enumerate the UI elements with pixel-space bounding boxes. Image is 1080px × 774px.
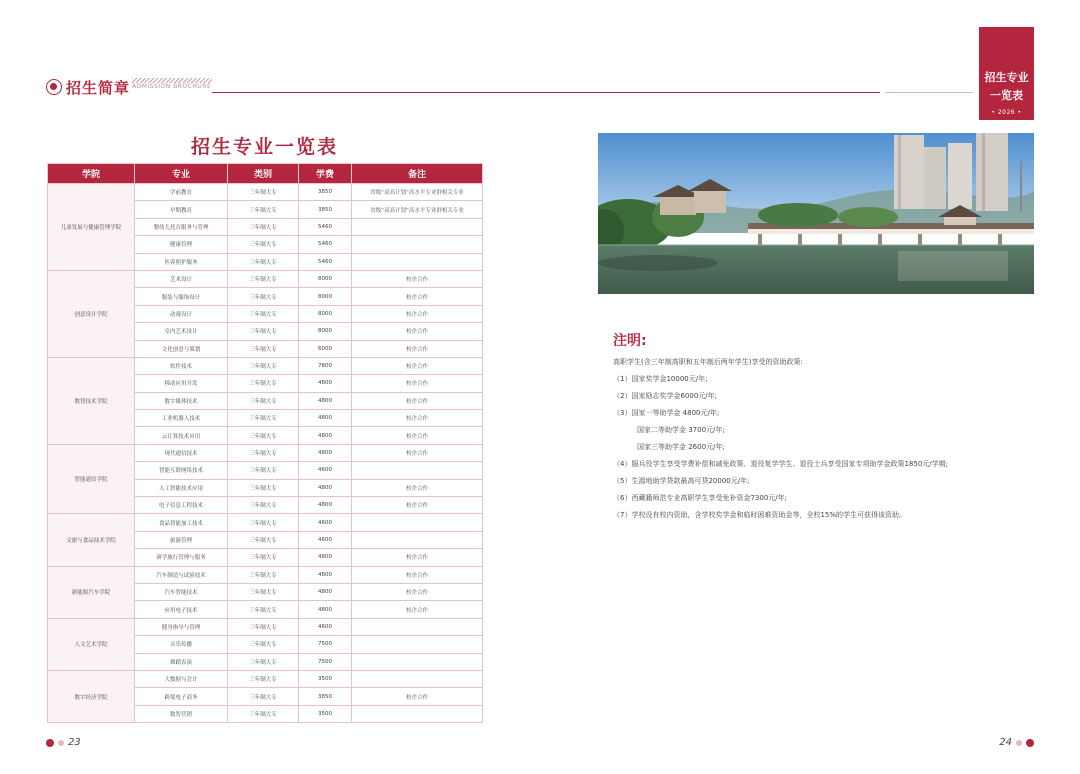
note-cell: 校企合作: [352, 479, 483, 496]
major-cell: 医养照护服务: [135, 253, 228, 270]
header-note: 备注: [352, 164, 483, 184]
type-cell: 三年制大专: [228, 270, 299, 287]
type-cell: 三年制大专: [228, 705, 299, 722]
notes-item: 国家三等助学金 2600元/年;: [637, 443, 725, 451]
fee-cell: 4800: [299, 566, 352, 583]
fee-cell: 4800: [299, 427, 352, 444]
college-cell: 智能通信学院: [48, 444, 135, 514]
type-cell: 三年制大专: [228, 340, 299, 357]
type-cell: 三年制大专: [228, 392, 299, 409]
college-cell: 儿童发展与健康管理学院: [48, 184, 135, 271]
notes-list: [613, 371, 1043, 524]
campus-photo-illustration: [598, 133, 1034, 294]
type-cell: 三年制大专: [228, 375, 299, 392]
fee-cell: 6000: [299, 340, 352, 357]
notes-item: （6）西藏籍师范专业高职学生享受免补资金7300元/年;: [613, 494, 787, 502]
fee-cell: 4800: [299, 583, 352, 600]
note-cell: 校企合作: [352, 357, 483, 374]
major-cell: 室内艺术设计: [135, 323, 228, 340]
notes-item: （7）学校设有校内资助，含学校奖学金和临时困难资助金等，全校15%的学生可获得该资助。: [613, 511, 907, 519]
fee-cell: 4800: [299, 410, 352, 427]
note-cell: 校企合作: [352, 497, 483, 514]
type-cell: 三年制大专: [228, 427, 299, 444]
college-cell: 人文艺术学院: [48, 618, 135, 670]
note-cell: 校企合作: [352, 340, 483, 357]
note-cell: 校企合作: [352, 323, 483, 340]
notes-item: （5）生源地助学贷款最高可贷20000元/年;: [613, 477, 750, 485]
major-cell: 音乐传播: [135, 636, 228, 653]
note-cell: [352, 670, 483, 687]
brochure-subtitle-en: ADMISSION BROCHURE: [132, 83, 212, 90]
fee-cell: 3850: [299, 184, 352, 201]
campus-photo: [598, 133, 1034, 294]
header-divider: [212, 92, 880, 93]
major-cell: 服装与服饰设计: [135, 288, 228, 305]
type-cell: 三年制大专: [228, 218, 299, 235]
college-cell: 文旅与食品技术学院: [48, 514, 135, 566]
note-cell: [352, 653, 483, 670]
page-number-right: [999, 737, 1034, 748]
major-cell: 食品智能加工技术: [135, 514, 228, 531]
type-cell: 三年制大专: [228, 253, 299, 270]
major-cell: 移动应用开发: [135, 375, 228, 392]
fee-cell: 4800: [299, 444, 352, 461]
page-number-left-text: 23: [68, 737, 81, 748]
type-cell: 三年制大专: [228, 236, 299, 253]
note-cell: 校企合作: [352, 566, 483, 583]
note-cell: [352, 636, 483, 653]
table-row: [48, 184, 483, 201]
type-cell: 三年制大专: [228, 549, 299, 566]
badge-line2: 一览表: [990, 89, 1023, 102]
fee-cell: 5460: [299, 218, 352, 235]
note-cell: 校企合作: [352, 427, 483, 444]
fee-cell: 4800: [299, 375, 352, 392]
college-cell: 创意设计学院: [48, 270, 135, 357]
note-cell: 校企合作: [352, 392, 483, 409]
badge-year: • 2026 •: [991, 109, 1022, 116]
type-cell: 三年制大专: [228, 323, 299, 340]
major-cell: 汽车制造与试验技术: [135, 566, 228, 583]
major-cell: 旅游管理: [135, 531, 228, 548]
major-cell: 早期教育: [135, 201, 228, 218]
type-cell: 三年制大专: [228, 566, 299, 583]
major-cell: 汽车智能技术: [135, 583, 228, 600]
fee-cell: 7500: [299, 653, 352, 670]
note-cell: 校企合作: [352, 270, 483, 287]
major-cell: 文化创意与策划: [135, 340, 228, 357]
major-cell: 软件技术: [135, 357, 228, 374]
note-cell: [352, 531, 483, 548]
fee-cell: 3850: [299, 201, 352, 218]
table-header-row: [48, 164, 483, 184]
type-cell: 三年制大专: [228, 514, 299, 531]
page-dot-light-icon: [1016, 740, 1022, 746]
fee-cell: 4800: [299, 497, 352, 514]
note-cell: [352, 705, 483, 722]
major-cell: 舞蹈表演: [135, 653, 228, 670]
major-cell: 研学旅行管理与服务: [135, 549, 228, 566]
major-cell: 应用电子技术: [135, 601, 228, 618]
fee-cell: 4600: [299, 531, 352, 548]
note-cell: [352, 618, 483, 635]
page-number-right-text: 24: [999, 737, 1012, 748]
fee-cell: 8000: [299, 270, 352, 287]
note-cell: 校企合作: [352, 688, 483, 705]
fee-cell: 4800: [299, 479, 352, 496]
note-cell: 校企合作: [352, 601, 483, 618]
fee-cell: 4800: [299, 601, 352, 618]
major-cell: 大数据与会计: [135, 670, 228, 687]
page-dot-light-icon: [58, 740, 64, 746]
major-cell: 艺术设计: [135, 270, 228, 287]
type-cell: 三年制大专: [228, 288, 299, 305]
notes-item: （3）国家一等助学金 4800元/年;: [613, 409, 720, 417]
major-cell: 现代通信技术: [135, 444, 228, 461]
fee-cell: 4800: [299, 549, 352, 566]
brochure-title: 招生简章: [66, 79, 131, 97]
type-cell: 三年制大专: [228, 305, 299, 322]
notes-intro: 高职学生(含三年制高职和五年制后两年学生)享受的资助政策:: [613, 358, 803, 366]
note-cell: 校企合作: [352, 410, 483, 427]
fee-cell: 4600: [299, 462, 352, 479]
majors-table: [47, 163, 483, 723]
major-cell: 健身指导与管理: [135, 618, 228, 635]
page-dot-icon: [46, 739, 54, 747]
note-cell: [352, 236, 483, 253]
type-cell: 三年制大专: [228, 357, 299, 374]
major-cell: 电子信息工程技术: [135, 497, 228, 514]
major-cell: 婴幼儿托育服务与管理: [135, 218, 228, 235]
type-cell: 三年制大专: [228, 462, 299, 479]
type-cell: 三年制大专: [228, 670, 299, 687]
type-cell: 三年制大专: [228, 410, 299, 427]
note-cell: [352, 462, 483, 479]
page-number-left: [46, 737, 81, 748]
brochure-logo-icon: [46, 79, 62, 95]
header-major: 专业: [135, 164, 228, 184]
notes-item: （1）国家奖学金10000元/年;: [613, 375, 708, 383]
major-cell: 健康管理: [135, 236, 228, 253]
notes-item: （4）服兵役学生享受学费补偿和减免政策、退役复学学生、退役士兵享受国家专项助学金政策1850元/学期;: [613, 460, 948, 468]
type-cell: 三年制大专: [228, 653, 299, 670]
badge-line1: 招生专业: [984, 71, 1029, 84]
table-row: [48, 357, 483, 374]
fee-cell: 8000: [299, 323, 352, 340]
type-cell: 三年制大专: [228, 618, 299, 635]
type-cell: 三年制大专: [228, 636, 299, 653]
page-dot-icon: [1026, 739, 1034, 747]
major-cell: 工业机器人技术: [135, 410, 228, 427]
type-cell: 三年制大专: [228, 497, 299, 514]
major-cell: 学前教育: [135, 184, 228, 201]
type-cell: 三年制大专: [228, 583, 299, 600]
major-cell: 跨境电子商务: [135, 688, 228, 705]
header-divider-light: [885, 92, 973, 93]
fee-cell: 5460: [299, 253, 352, 270]
fee-cell: 3500: [299, 705, 352, 722]
note-cell: [352, 218, 483, 235]
note-cell: [352, 253, 483, 270]
major-cell: 云计算技术应用: [135, 427, 228, 444]
fee-cell: 4600: [299, 618, 352, 635]
type-cell: 三年制大专: [228, 531, 299, 548]
fee-cell: 4600: [299, 514, 352, 531]
fee-cell: 3850: [299, 688, 352, 705]
major-cell: 人工智能技术应用: [135, 479, 228, 496]
fee-cell: 8000: [299, 305, 352, 322]
fee-cell: 4800: [299, 392, 352, 409]
notes-section: [613, 354, 1043, 524]
type-cell: 三年制大专: [228, 688, 299, 705]
college-cell: 新能源汽车学院: [48, 566, 135, 618]
table-row: [48, 566, 483, 583]
note-cell: 校企合作: [352, 288, 483, 305]
notes-item: 国家二等助学金 3700元/年;: [637, 426, 725, 434]
major-cell: 智能互联网络技术: [135, 462, 228, 479]
page-title: 招生专业一览表: [190, 136, 338, 158]
section-badge: [979, 27, 1034, 120]
note-cell: 校企合作: [352, 549, 483, 566]
type-cell: 三年制大专: [228, 201, 299, 218]
fee-cell: 5460: [299, 236, 352, 253]
header-college: 学院: [48, 164, 135, 184]
table-row: [48, 670, 483, 687]
note-cell: 校企合作: [352, 444, 483, 461]
note-cell: 省级“双高计划”高水平专业群相关专业: [352, 184, 483, 201]
type-cell: 三年制大专: [228, 601, 299, 618]
note-cell: 省级“双高计划”高水平专业群相关专业: [352, 201, 483, 218]
header-type: 类别: [228, 164, 299, 184]
type-cell: 三年制大专: [228, 184, 299, 201]
header-fee: 学费: [299, 164, 352, 184]
notes-item: （2）国家励志奖学金6000元/年;: [613, 392, 717, 400]
note-cell: 校企合作: [352, 375, 483, 392]
type-cell: 三年制大专: [228, 444, 299, 461]
type-cell: 三年制大专: [228, 479, 299, 496]
table-row: [48, 444, 483, 461]
table-row: [48, 270, 483, 287]
fee-cell: 7500: [299, 636, 352, 653]
notes-title: 注明:: [613, 333, 647, 349]
major-cell: 动漫设计: [135, 305, 228, 322]
note-cell: [352, 514, 483, 531]
fee-cell: 7800: [299, 357, 352, 374]
table-row: [48, 514, 483, 531]
college-cell: 数字经济学院: [48, 670, 135, 722]
note-cell: 校企合作: [352, 583, 483, 600]
major-cell: 数字媒体技术: [135, 392, 228, 409]
fee-cell: 8000: [299, 288, 352, 305]
fee-cell: 3500: [299, 670, 352, 687]
majors-table-body: [48, 184, 483, 723]
major-cell: 数智营销: [135, 705, 228, 722]
table-row: [48, 618, 483, 635]
note-cell: 校企合作: [352, 305, 483, 322]
college-cell: 数智技术学院: [48, 357, 135, 444]
